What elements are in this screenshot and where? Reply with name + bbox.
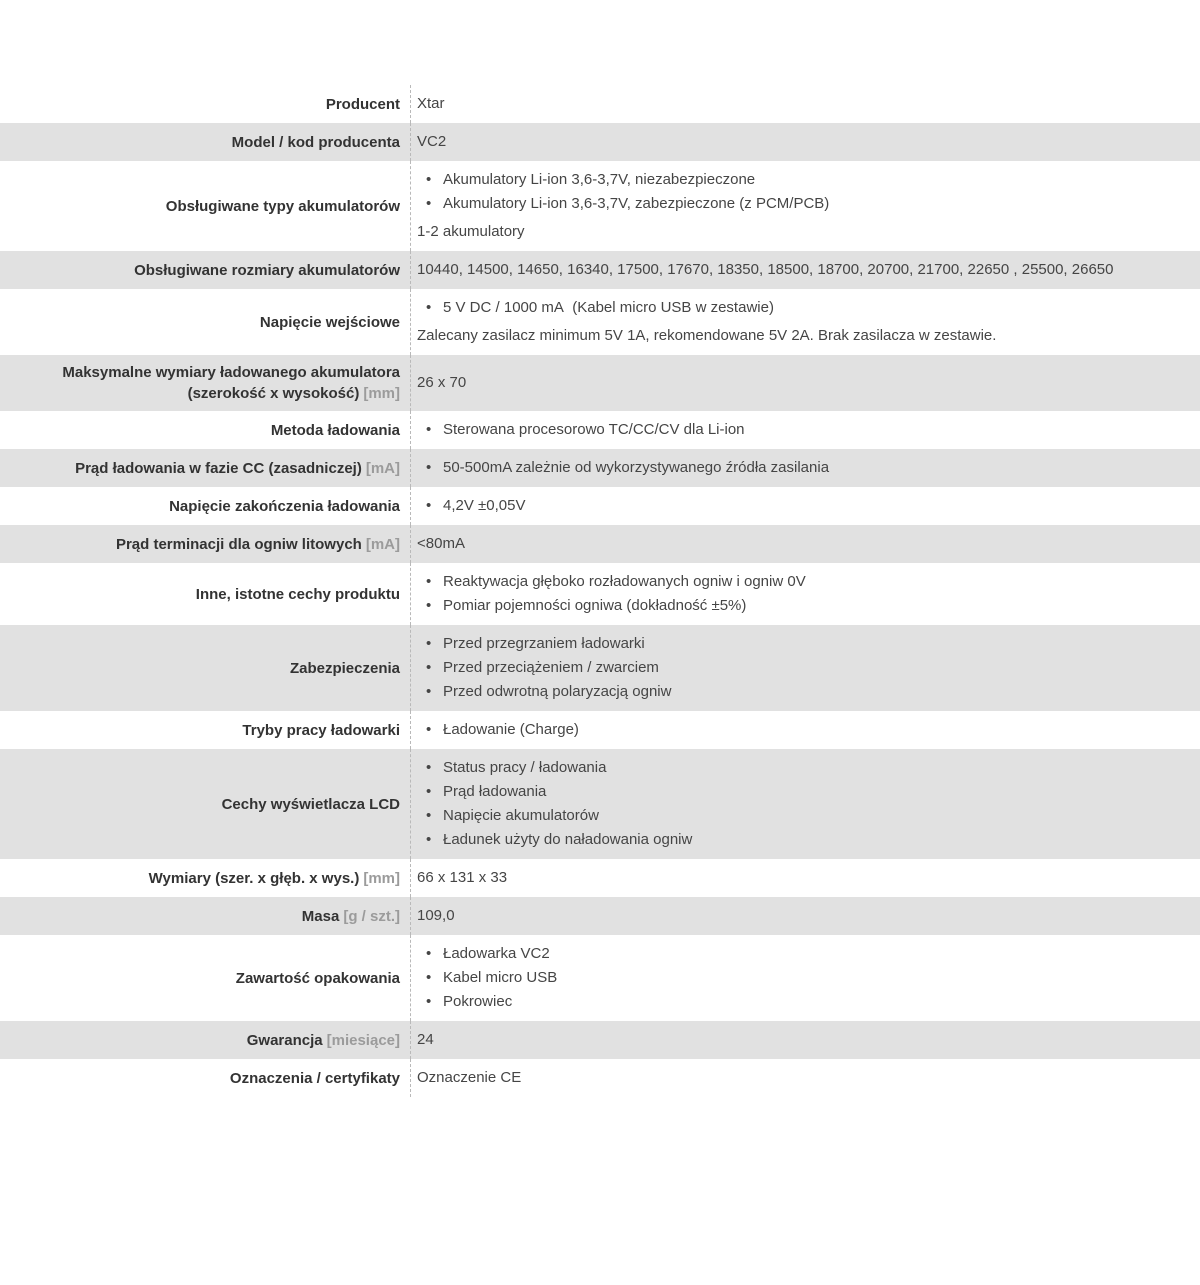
- spec-label-unit: [mm]: [363, 869, 400, 887]
- spec-row: [0, 355, 1200, 411]
- spec-value-cell: [410, 85, 1200, 123]
- spec-value-list: [417, 456, 829, 480]
- spec-row: [0, 897, 1200, 935]
- spec-value-item: [417, 756, 692, 780]
- spec-value-list: [417, 494, 525, 518]
- spec-value-list: [417, 371, 466, 395]
- product-spec-table: [0, 85, 1200, 1097]
- spec-value-item: [417, 594, 806, 618]
- spec-value-text: 10440, 14500, 14650, 16340, 17500, 17670, 18350, 18500, 18700, 20700, 21700, 22650 , 25500, 26650: [417, 261, 1114, 278]
- spec-label: Prąd terminacji dla ogniw litowych: [115, 535, 362, 553]
- spec-row: [0, 1021, 1200, 1059]
- spec-value-text: 5 V DC / 1000 mA (Kabel micro USB w zestawie): [443, 299, 774, 316]
- bullet-icon: •: [426, 597, 432, 614]
- spec-value-cell: [410, 487, 1200, 525]
- bullet-icon: •: [426, 831, 432, 848]
- bullet-icon: •: [426, 171, 432, 188]
- spec-label-unit: [miesiące]: [326, 1031, 400, 1049]
- bullet-icon: •: [426, 683, 432, 700]
- spec-value-cell: [410, 935, 1200, 1021]
- spec-value-list: [417, 1066, 521, 1090]
- spec-label: Obsługiwane typy akumulatorów: [165, 197, 400, 215]
- spec-value-item: [417, 371, 466, 395]
- spec-label-wrap: [166, 196, 400, 217]
- spec-label: Tryby pracy ładowarki: [242, 721, 400, 739]
- spec-label-wrap: [326, 94, 400, 115]
- spec-value-list: [417, 632, 671, 704]
- spec-label-wrap: [134, 260, 400, 281]
- bullet-icon: •: [426, 807, 432, 824]
- spec-value-item: [417, 904, 455, 928]
- spec-row: [0, 85, 1200, 123]
- spec-label: Model / kod producenta: [231, 133, 400, 151]
- spec-value-cell: [410, 355, 1200, 411]
- spec-label-cell: [0, 123, 410, 161]
- spec-value-text: Napięcie akumulatorów: [443, 807, 599, 824]
- spec-label: Wymiary (szer. x głęb. x wys.): [148, 869, 360, 887]
- spec-value-item: [417, 1066, 521, 1090]
- spec-value-text: Kabel micro USB: [443, 969, 558, 986]
- spec-value-cell: [410, 1021, 1200, 1059]
- spec-label-cell: [0, 749, 410, 859]
- spec-row: [0, 525, 1200, 563]
- spec-value-item: [417, 494, 525, 518]
- bullet-icon: •: [426, 721, 432, 738]
- spec-value-item: [417, 570, 806, 594]
- spec-label-cell: [0, 161, 410, 251]
- spec-value-item: [417, 220, 829, 244]
- spec-value-list: [417, 718, 579, 742]
- spec-value-cell: [410, 161, 1200, 251]
- spec-label-wrap: [10, 362, 400, 404]
- spec-value-text: 26 x 70: [417, 374, 467, 391]
- spec-label-wrap: [169, 496, 400, 517]
- spec-value-text: 50-500mA zależnie od wykorzystywanego źródła zasilania: [443, 459, 830, 476]
- spec-value-item: [417, 130, 446, 154]
- spec-value-text: VC2: [417, 133, 447, 150]
- spec-value-text: Ładowanie (Charge): [443, 721, 579, 738]
- spec-value-item: [417, 532, 465, 556]
- spec-row: [0, 487, 1200, 525]
- spec-value-text: 4,2V ±0,05V: [443, 497, 526, 514]
- bullet-icon: •: [426, 195, 432, 212]
- spec-value-cell: [410, 449, 1200, 487]
- spec-row: [0, 859, 1200, 897]
- spec-label: Gwarancja: [246, 1031, 323, 1049]
- spec-value-text: Ładowarka VC2: [443, 945, 550, 962]
- spec-label-cell: [0, 1059, 410, 1097]
- spec-value-cell: [410, 411, 1200, 449]
- spec-row: [0, 449, 1200, 487]
- spec-label-cell: [0, 355, 410, 411]
- spec-value-cell: [410, 123, 1200, 161]
- spec-row: [0, 1059, 1200, 1097]
- spec-label-unit: [mm]: [363, 385, 400, 402]
- spec-value-list: [417, 570, 806, 618]
- spec-value-item: [417, 296, 996, 320]
- spec-value-text: 1-2 akumulatory: [417, 223, 525, 240]
- spec-label: Masa: [301, 907, 340, 925]
- spec-label-wrap: [222, 794, 400, 815]
- spec-value-item: [417, 866, 507, 890]
- bullet-icon: •: [426, 635, 432, 652]
- spec-label: Inne, istotne cechy produktu: [195, 585, 400, 603]
- spec-value-item: [417, 718, 579, 742]
- bullet-icon: •: [426, 421, 432, 438]
- spec-label-wrap: [75, 458, 400, 479]
- spec-label: Zawartość opakowania: [235, 969, 400, 987]
- spec-value-item: [417, 942, 557, 966]
- spec-value-cell: [410, 289, 1200, 355]
- spec-label-cell: [0, 251, 410, 289]
- spec-value-text: Pokrowiec: [443, 993, 513, 1010]
- spec-value-list: [417, 942, 557, 1014]
- spec-value-text: Ładunek użyty do naładowania ogniw: [443, 831, 693, 848]
- spec-value-item: [417, 192, 829, 216]
- spec-label-cell: [0, 1021, 410, 1059]
- spec-label: Cechy wyświetlacza LCD: [221, 795, 400, 813]
- spec-value-text: Akumulatory Li-ion 3,6-3,7V, niezabezpieczone: [443, 171, 756, 188]
- spec-value-item: [417, 990, 557, 1014]
- spec-value-list: [417, 258, 1113, 282]
- spec-row: [0, 749, 1200, 859]
- spec-label-wrap: [271, 420, 400, 441]
- bullet-icon: •: [426, 497, 432, 514]
- bullet-icon: •: [426, 993, 432, 1010]
- spec-value-text: Przed przegrzaniem ładowarki: [443, 635, 645, 652]
- spec-label-cell: [0, 859, 410, 897]
- spec-row: [0, 289, 1200, 355]
- spec-value-list: [417, 296, 996, 348]
- spec-value-text: Status pracy / ładowania: [443, 759, 607, 776]
- spec-label-cell: [0, 711, 410, 749]
- spec-value-cell: [410, 1059, 1200, 1097]
- spec-value-item: [417, 92, 445, 116]
- bullet-icon: •: [426, 783, 432, 800]
- spec-value-text: 24: [417, 1031, 434, 1048]
- spec-label: Prąd ładowania w fazie CC (zasadniczej): [75, 459, 362, 477]
- spec-value-text: Zalecany zasilacz minimum 5V 1A, rekomendowane 5V 2A. Brak zasilacza w zestawie.: [417, 327, 997, 344]
- spec-row: [0, 251, 1200, 289]
- spec-value-item: [417, 456, 829, 480]
- spec-label-cell: [0, 85, 410, 123]
- spec-label-cell: [0, 625, 410, 711]
- spec-value-item: [417, 804, 692, 828]
- spec-label-wrap: [116, 534, 400, 555]
- bullet-icon: •: [426, 759, 432, 776]
- spec-value-cell: [410, 711, 1200, 749]
- spec-value-text: 109,0: [417, 907, 455, 924]
- spec-label-cell: [0, 563, 410, 625]
- spec-row: [0, 625, 1200, 711]
- spec-value-cell: [410, 859, 1200, 897]
- spec-label: Metoda ładowania: [270, 421, 400, 439]
- spec-label-unit: [mA]: [365, 459, 400, 477]
- spec-label: Producent: [325, 95, 400, 113]
- spec-label-wrap: [260, 312, 400, 333]
- spec-label: Napięcie wejściowe: [259, 313, 400, 331]
- spec-label: Obsługiwane rozmiary akumulatorów: [134, 261, 400, 279]
- bullet-icon: •: [426, 659, 432, 676]
- spec-value-item: [417, 324, 996, 348]
- spec-value-item: [417, 1028, 434, 1052]
- spec-value-text: Oznaczenie CE: [417, 1069, 522, 1086]
- spec-value-text: Prąd ładowania: [443, 783, 547, 800]
- spec-value-list: [417, 92, 445, 116]
- spec-value-list: [417, 756, 692, 852]
- spec-label-wrap: [149, 868, 400, 889]
- spec-value-item: [417, 828, 692, 852]
- spec-value-text: <80mA: [417, 535, 465, 552]
- bullet-icon: •: [426, 969, 432, 986]
- spec-row: [0, 161, 1200, 251]
- spec-value-list: [417, 904, 455, 928]
- bullet-icon: •: [426, 945, 432, 962]
- spec-value-item: [417, 258, 1113, 282]
- spec-label-wrap: [236, 968, 400, 989]
- spec-value-list: [417, 532, 465, 556]
- spec-value-text: Przed przeciążeniem / zwarciem: [443, 659, 659, 676]
- spec-value-cell: [410, 897, 1200, 935]
- spec-value-item: [417, 966, 557, 990]
- spec-value-item: [417, 656, 671, 680]
- bullet-icon: •: [426, 299, 432, 316]
- spec-row: [0, 411, 1200, 449]
- spec-label-unit: [g / szt.]: [343, 907, 400, 925]
- spec-label-wrap: [242, 720, 400, 741]
- spec-label-cell: [0, 487, 410, 525]
- spec-label-wrap: [302, 906, 400, 927]
- spec-label-wrap: [196, 584, 400, 605]
- spec-value-text: Reaktywacja głęboko rozładowanych ogniw i ogniw 0V: [443, 573, 806, 590]
- spec-value-list: [417, 1028, 434, 1052]
- spec-value-list: [417, 866, 507, 890]
- spec-label-cell: [0, 449, 410, 487]
- spec-value-text: Pomiar pojemności ogniwa (dokładność ±5%): [443, 597, 747, 614]
- spec-value-text: Przed odwrotną polaryzacją ogniw: [443, 683, 672, 700]
- spec-label: Oznaczenia / certyfikaty: [229, 1069, 400, 1087]
- spec-label-cell: [0, 289, 410, 355]
- spec-label-wrap: [230, 1068, 400, 1089]
- spec-row: [0, 563, 1200, 625]
- spec-row: [0, 123, 1200, 161]
- spec-value-list: [417, 418, 745, 442]
- spec-label-cell: [0, 897, 410, 935]
- spec-label: Napięcie zakończenia ładowania: [169, 497, 400, 515]
- spec-value-text: Xtar: [417, 95, 445, 112]
- spec-value-cell: [410, 525, 1200, 563]
- spec-value-item: [417, 680, 671, 704]
- spec-value-item: [417, 168, 829, 192]
- spec-label-wrap: [232, 132, 400, 153]
- spec-label: Zabezpieczenia: [289, 659, 400, 677]
- spec-label-unit: [mA]: [365, 535, 400, 553]
- spec-value-cell: [410, 251, 1200, 289]
- spec-label-cell: [0, 935, 410, 1021]
- spec-row: [0, 935, 1200, 1021]
- spec-value-text: Akumulatory Li-ion 3,6-3,7V, zabezpieczone (z PCM/PCB): [443, 195, 830, 212]
- spec-row: [0, 711, 1200, 749]
- bullet-icon: •: [426, 459, 432, 476]
- spec-value-cell: [410, 563, 1200, 625]
- spec-label-wrap: [290, 658, 400, 679]
- spec-value-text: Sterowana procesorowo TC/CC/CV dla Li-ion: [443, 421, 745, 438]
- bullet-icon: •: [426, 573, 432, 590]
- spec-label-cell: [0, 411, 410, 449]
- spec-value-cell: [410, 625, 1200, 711]
- spec-label-cell: [0, 525, 410, 563]
- spec-value-text: 66 x 131 x 33: [417, 869, 508, 886]
- spec-value-item: [417, 632, 671, 656]
- spec-label: Maksymalne wymiary ładowanego akumulatora (szerokość x wysokość): [62, 364, 400, 402]
- spec-label-wrap: [247, 1030, 400, 1051]
- spec-value-list: [417, 168, 829, 244]
- spec-value-item: [417, 418, 745, 442]
- spec-value-list: [417, 130, 446, 154]
- spec-value-item: [417, 780, 692, 804]
- spec-value-cell: [410, 749, 1200, 859]
